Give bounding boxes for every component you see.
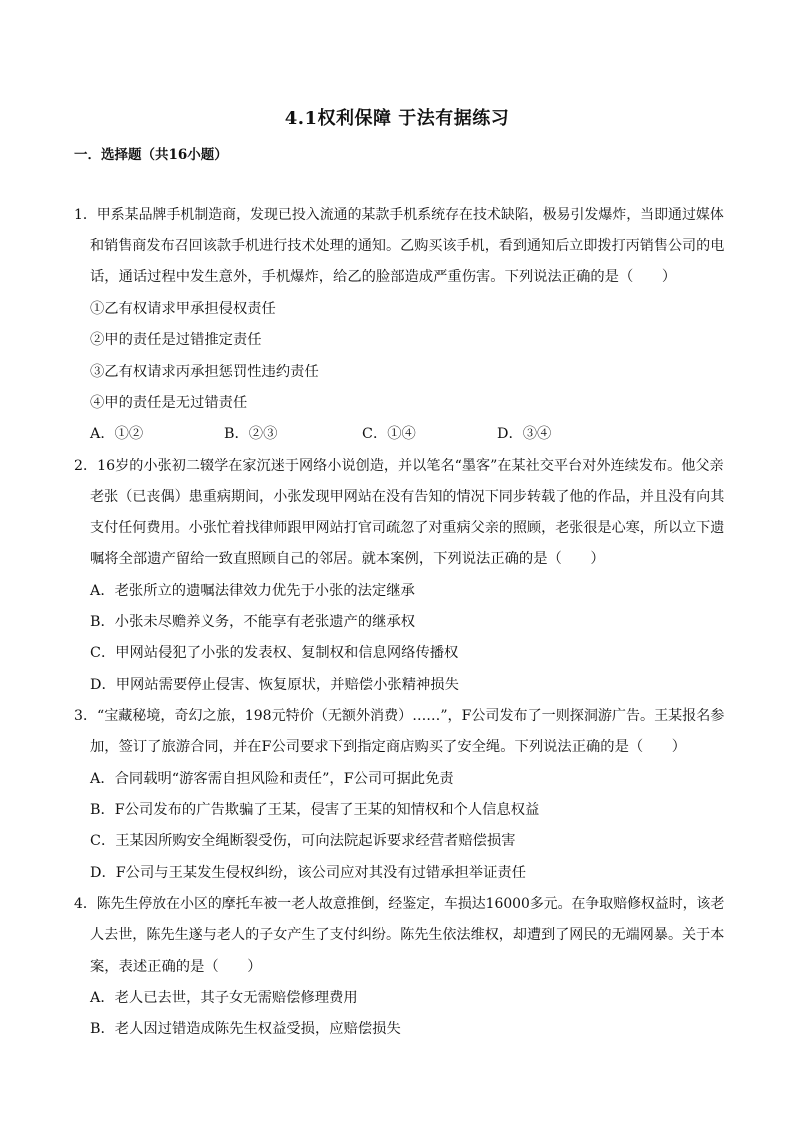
question-3-option-a: A．合同载明“游客需自担风险和责任”，F公司可据此免责 bbox=[90, 771, 454, 787]
question-1-line-2: 和销售商发布召回该款手机进行技术处理的通知。乙购买该手机，看到通知后立即拨打丙销售公司的电 bbox=[90, 238, 725, 254]
question-2-option-d: D．甲网站需要停止侵害、恢复原状，并赔偿小张精神损失 bbox=[90, 677, 459, 693]
question-3-option-d: D．F公司与王某发生侵权纠纷，该公司应对其没有过错承担举证责任 bbox=[90, 865, 526, 881]
question-4-option-a: A．老人已去世，其子女无需赔偿修理费用 bbox=[90, 990, 358, 1006]
question-3-option-c: C．王某因所购安全绳断裂受伤，可向法院起诉要求经营者赔偿损害 bbox=[90, 833, 516, 849]
page-title: 4.1权利保障 于法有据练习 bbox=[284, 108, 510, 129]
question-1-choice-d: D．③④ bbox=[497, 426, 552, 442]
question-1-item-3: ③乙有权请求丙承担惩罚性违约责任 bbox=[90, 364, 319, 380]
question-1-item-1: ①乙有权请求甲承担侵权责任 bbox=[90, 301, 276, 317]
question-1-line-3: 话，通话过程中发生意外，手机爆炸，给乙的脸部造成严重伤害。下列说法正确的是（ ） bbox=[90, 269, 677, 285]
question-2-option-b: B．小张未尽赡养义务，不能享有老张遗产的继承权 bbox=[90, 614, 416, 630]
question-1-item-4: ④甲的责任是无过错责任 bbox=[90, 395, 248, 411]
question-4-line-1: 4．陈先生停放在小区的摩托车被一老人故意推倒，经鉴定，车损达16000多元。在争取赔修权益时，该老 bbox=[74, 896, 725, 912]
question-1-choice-a: A．①② bbox=[90, 426, 144, 442]
question-2-line-3: 支付任何费用。小张忙着找律师跟甲网站打官司疏忽了对重病父亲的照顾，老张很是心寒，所以立下遗 bbox=[90, 520, 725, 536]
question-4-line-3: 案，表述正确的是（ ） bbox=[90, 959, 262, 975]
question-1-line-1: 1．甲系某品牌手机制造商，发现已投入流通的某款手机系统存在技术缺陷，极易引发爆炸，当即通过媒体 bbox=[74, 207, 724, 223]
question-3-line-2: 加，签订了旅游合同，并在F公司要求下到指定商店购买了安全绳。下列说法正确的是（ ） bbox=[90, 739, 687, 755]
question-1-choice-c: C．①④ bbox=[362, 426, 416, 442]
question-4-line-2: 人去世，陈先生遂与老人的子女产生了支付纠纷。陈先生依法维权，却遭到了网民的无端网暴。关于本 bbox=[90, 927, 725, 943]
question-2-line-2: 老张（已丧偶）患重病期间，小张发现甲网站在没有告知的情况下同步转载了他的作品，并且没有向其 bbox=[90, 489, 725, 505]
question-1-choice-b: B．②③ bbox=[224, 426, 278, 442]
question-2-line-4: 嘱将全部遗产留给一致直照顾自己的邻居。就本案例，下列说法正确的是（ ） bbox=[90, 551, 605, 567]
section-heading: 一．选择题（共16小题） bbox=[74, 147, 228, 163]
question-3-line-1: 3．“宝藏秘境，奇幻之旅，198元特价（无额外消费）……”，F公司发布了一则探洞游广告。王某报名参 bbox=[74, 708, 725, 724]
question-2-option-a: A．老张所立的遗嘱法律效力优先于小张的法定继承 bbox=[90, 583, 415, 599]
question-1-item-2: ②甲的责任是过错推定责任 bbox=[90, 332, 262, 348]
question-4-option-b: B．老人因过错造成陈先生权益受损，应赔偿损失 bbox=[90, 1021, 401, 1037]
question-2-line-1: 2．16岁的小张初二辍学在家沉迷于网络小说创造，并以笔名“墨客”在某社交平台对外连续发布。他父亲 bbox=[74, 458, 724, 474]
question-3-option-b: B．F公司发布的广告欺骗了王某，侵害了王某的知情权和个人信息权益 bbox=[90, 802, 540, 818]
question-2-option-c: C．甲网站侵犯了小张的发表权、复制权和信息网络传播权 bbox=[90, 645, 459, 661]
